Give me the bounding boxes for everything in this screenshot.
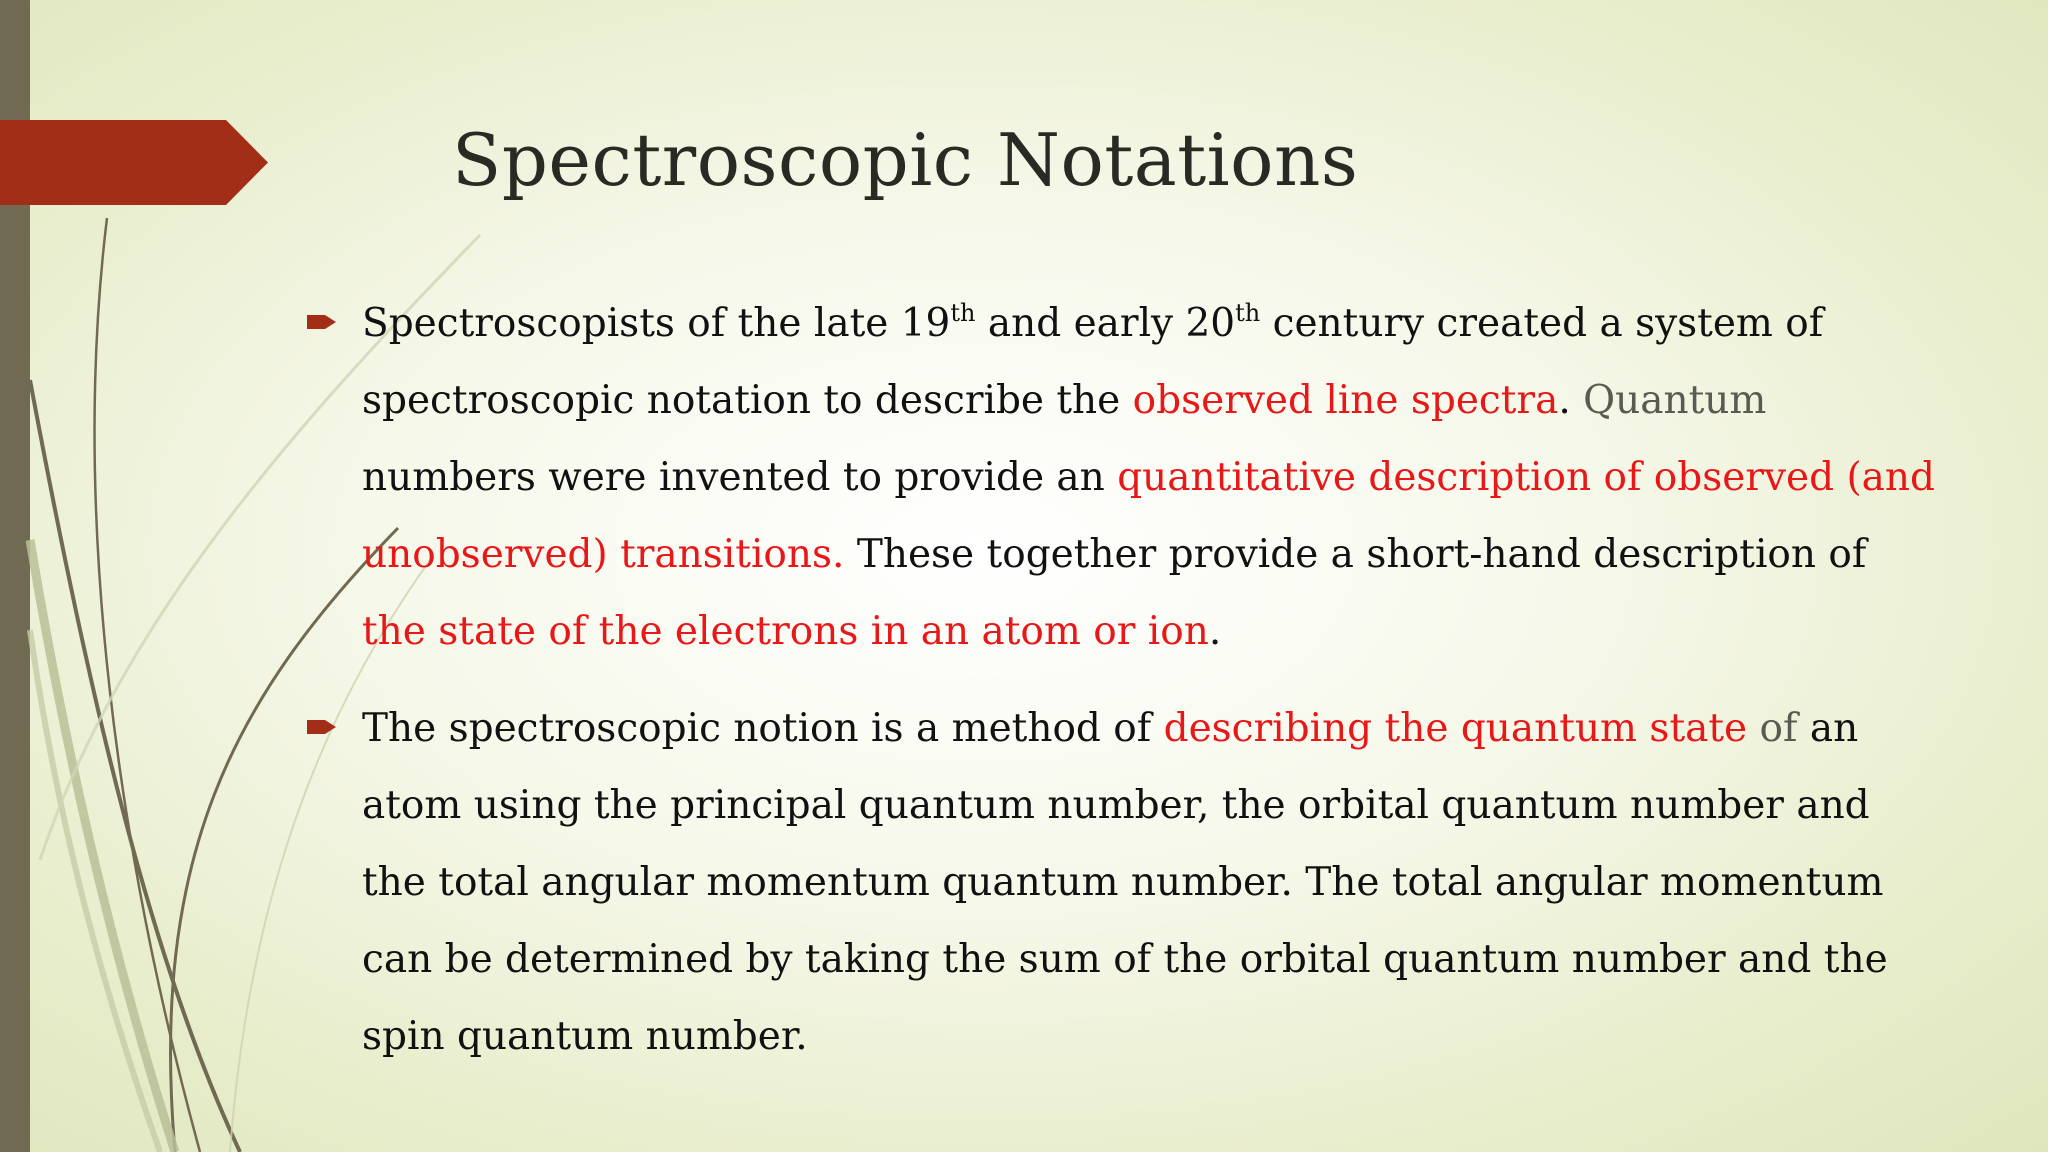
text-segment: an atom using the principal quantum number, the orbital quantum number and the total angular momentum quantum number. The total angular momentum can be determined by taking the sum of the orbital quantum number and the spin quantum number. [362, 706, 1888, 1059]
text-segment: numbers were invented to provide an [362, 455, 1118, 500]
arrow-bullet-icon [307, 718, 337, 736]
arrow-bullet-icon [307, 313, 337, 331]
text-segment: and early 20 [975, 301, 1236, 346]
text-segment: . [1208, 609, 1222, 654]
title-arrow-banner [0, 120, 268, 205]
highlighted-text: observed line spectra [1132, 378, 1559, 423]
bullet-item [300, 690, 1940, 1075]
text-segment: These together provide a short-hand description of [844, 532, 1867, 577]
text-segment: The spectroscopic notion is a method of [362, 706, 1164, 751]
text-segment: . [1558, 378, 1584, 423]
highlighted-text: describing the quantum state [1163, 706, 1748, 751]
bullet-text [362, 690, 1940, 1075]
slide-body [300, 285, 1940, 1095]
superscript: th [950, 299, 976, 327]
bullet-text [362, 285, 1940, 670]
highlighted-text: the state of the electrons in an atom or ion [362, 609, 1209, 654]
muted-text: of [1747, 706, 1798, 751]
superscript: th [1235, 299, 1261, 327]
muted-text: Quantum [1583, 378, 1767, 423]
text-segment: Spectroscopists of the late 19 [362, 301, 951, 346]
bullet-item [300, 285, 1940, 670]
slide-title: Spectroscopic Notations [452, 118, 1359, 202]
highlighted-text: quantitative description of observed (and unobserved) transitions. [362, 455, 1936, 577]
text-segment: century created a system of spectroscopic notation to describe the [362, 301, 1824, 423]
